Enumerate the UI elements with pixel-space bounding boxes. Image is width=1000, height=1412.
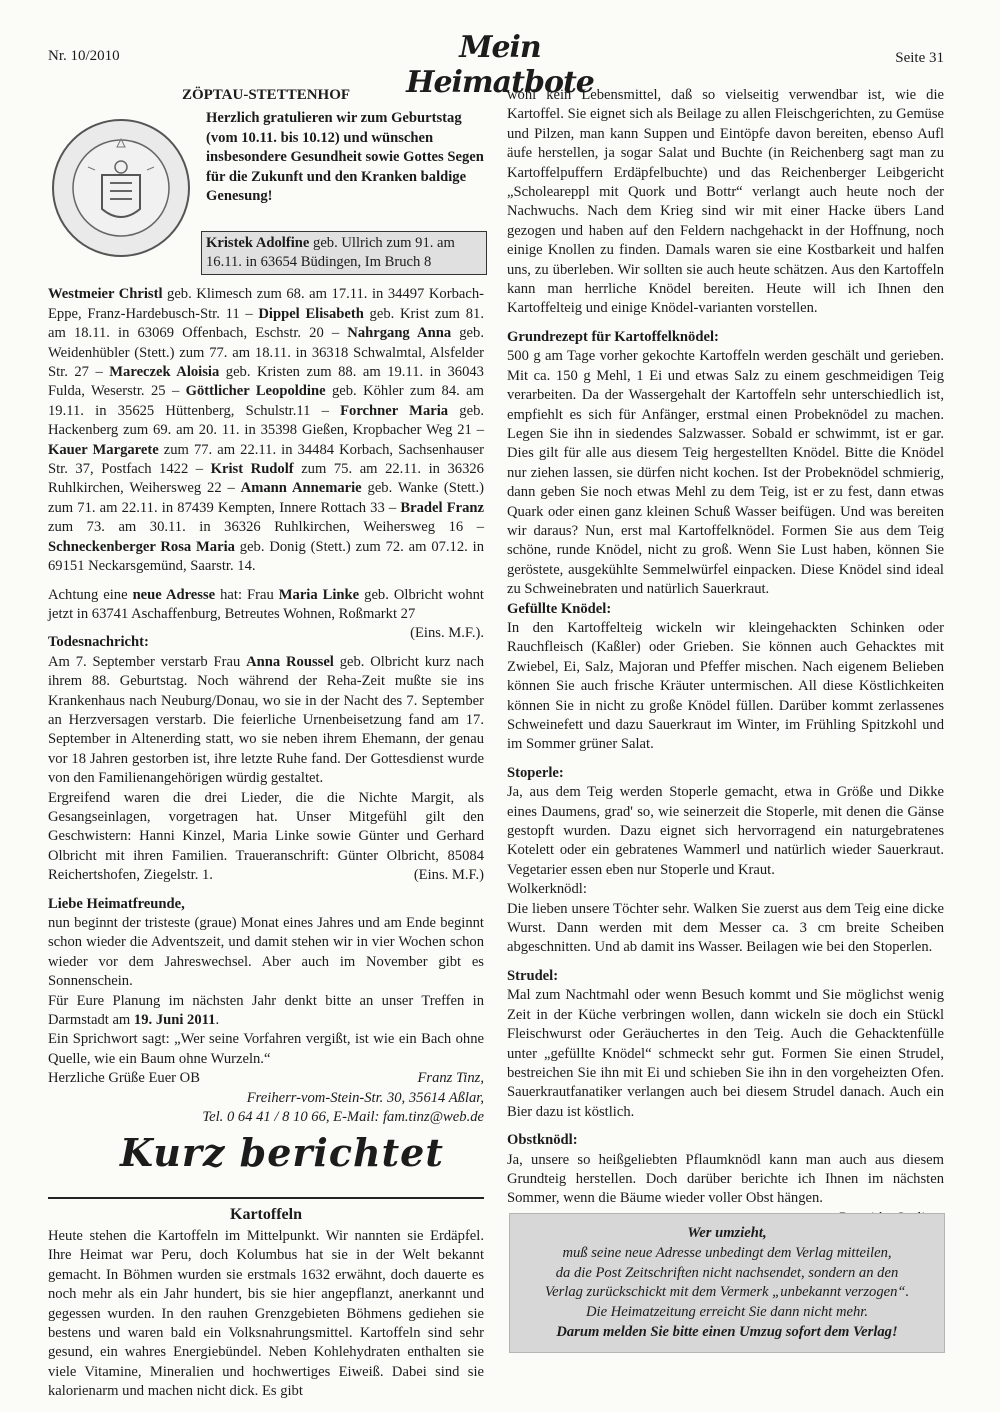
recipe-heading-wolker: Wolkerknödl: (507, 881, 587, 898)
recipe-obst: Ja, unsere so heißgeliebten Pflaumknödl kann man auch aus diesem Grundteig herstellen. Doch darüber berichte ich Ihnen im nächsten Sommer, wenn die Bäume wieder voller Obst hängen. (507, 1151, 944, 1207)
obituary-text-2: Ergreifend waren die drei Lieder, die die Nichte Margit, als Gesangseinlagen, vorgetragen hat. Unser Mitgefühl gilt den Geschwistern: Hanni Kinzel, Maria Linke sowie Günter und Gerhard Olbricht mit ihren Familien. Traueranschrift: Günter Olbricht, 85084 Reichertshofen, Ziegelstr. 1. (Eins. M.F.) (48, 789, 484, 886)
birthday-name: Bradel Franz (400, 499, 484, 516)
page-number: Seite 31 (895, 50, 944, 66)
recipe-filled: In den Kartoffelteig wickeln wir kleingehackten Schinken oder Rauchfleisch (Kaßler) oder Grieben. Sie können auch Gehacktes mit Zwiebel, Ei, Salz, Majoran und Pfeffer mischen. Nach eigenem Belieben können Sie auch frische Kräuter untermischen. All diese Köstlichkeiten können Sie in nicht zu große Knödel füllen. Darüber kommt zerlassenes Schweinefett und dazu Sauerkraut im Winter, im Frühling Spitzkohl und im Sommer grüner Salat. (507, 619, 944, 753)
birthday-name: Schneckenberger Rosa Maria (48, 538, 235, 555)
obituary-signature: (Eins. M.F.) (413, 867, 484, 884)
recipe-heading-basic: Grundrezept für Kartoffelknödel: (507, 328, 719, 345)
recipe-basic: 500 g am Tage vorher gekochte Kartoffeln werden geschält und gerieben. Mit ca. 150 g Mehl, 1 Ei und etwas Salz zu einem geschmeidigen Teig verarbeiten. Da der Wassergehalt der Kartoffeln sehr unterschiedlich ist, empfiehlt es sich für Anfänger, erstmal einen Probeknödel zu machen. Legen Sie ihn in siedendes Salzwasser. Sobald er schwimmt, ist er gar. Dies gilt für alle aus diesem Teig hergestellten Knödel. Bitte die Knödel nur ziehen lassen, sie dürfen nicht kochen. Ist der Probeknödel schmierig, dann geben Sie noch etwas Mehl zu dem Teig, ist er zu fest, dann etwas Quark oder einen ganz kleinen Schuß Wasser beifügen. Und was bereiten wir daraus? Nun, erst mal Kartoffelknödel. Formen Sie aus dem Teig schöne, runde Knödel, nicht zu groß. Wenn Sie Lust haben, können Sie geröstete, ausgekühlte Semmelwürfel einpacken. Diese Knödel sind ideal zu Schweinebraten und natürlich Sauerkraut. (507, 348, 944, 598)
birthday-details: geb. Kristen zum 88. am 19.11. in 36043 Fulda, Weserstr. 25 – (48, 364, 484, 400)
article-title: Kartoffeln (230, 1206, 302, 1224)
birthday-details: geb. Donig (Stett.) zum 72. am 07.12. in 69151 Neckarsgemünd, Saarstr. 14. (48, 538, 484, 575)
birthday-name: Nahrgang Anna (347, 325, 452, 342)
letter-paragraph-1: nun beginnt der tristeste (graue) Monat eines Jahres und am Ende beginnt schon wieder die Adventszeit, und damit stehen wir in vier Wochen schon wieder vor dem Jahreswechsel. Aber auch im November gibt es Sonnenschein. (48, 915, 484, 990)
recipe-heading-filled: Gefüllte Knödel: (507, 600, 612, 617)
recipe-heading-obst: Obstknödl: (507, 1132, 578, 1149)
birthday-details: zum 75. am 22.11. in 36326 Ruhlkirchen, Weihersweg 22 – (48, 461, 484, 497)
recipe-heading-stoperle: Stoperle: (507, 764, 564, 781)
letter-paragraph-3: Ein Sprichwort sagt: „Wer seine Vorfahren vergißt, ist wie ein Bach ohne Quelle, wie ein Baum ohne Wurzeln.“ (48, 1031, 484, 1067)
birthday-header (48, 109, 484, 285)
birthday-details: zum 73. am 30.11. in 36326 Ruhlkirchen, Weihersweg 16 – (48, 519, 484, 536)
birthday-name: Kauer Margarete (48, 441, 159, 458)
highlight-details: geb. Ullrich zum 91. am 16.11. in 63654 Büdingen, Im Bruch 8 (206, 235, 455, 271)
letter-paragraph-2: Für Eure Planung im nächsten Jahr denkt bitte an unser Treffen in Darmstadt am 19. Juni 2011. (48, 992, 484, 1029)
birthday-name: Mareczek Aloisia (109, 364, 220, 381)
birthday-details: geb. Köhler zum 84. am 19.11. in 35625 Hüttenberg, Schulstr.11 – (48, 383, 484, 419)
article-continuation: wohl kein Lebensmittel, daß so vielseitig verwendbar ist, wie die Kartoffel. Sie eignet sich als Beilage zu allen Fleischgerichten, zu Gemüse und Pilzen, man kann Suppen und Eintöpfe davon bereiten, ebenso Aufl äufe herstellen, ja sogar Salat und Buchte (in Reichenberg sagt man zu Kartoffelpuffern Erdäpfelbuchte) und das Reichenberger Leibgericht „Scholeareppl mit Quork und Bottr“ verlangt auch heute noch der Nachwuchs. Nach dem Krieg sind wir mit einer Hacke übers Land gezogen und haben auf den Feldern nachgehackt in der Hoffnung, noch einige Knollen zu finden. Damals waren sie eine Kostbarkeit und halfen uns, zu überleben. Wir sollten sie auch heute schätzen. Aus den Kartoffeln kann man herrliche Knödel bereiten. Heute will ich Ihnen den Kartoffelteig und einige Knödel-varianten vorstellen. (507, 87, 944, 317)
obituary-text: Am 7. September verstarb Frau Anna Roussel geb. Olbricht kurz nach ihrem 88. Geburtstag. Noch während der Reha-Zeit mußte sie ins Krankenhaus nach Neuburg/Donau, wo sie in der Nacht des 7. September an Herzversagen verstarb. Die feierliche Urnenbeisetzung fand am 17. September in Altenerding statt, wo sie neben ihrem Ehemann, der genau vor 18 Jahren gestorben ist, ihre letzte Ruhe fand. Der Gottesdienst wurde von den Familienangehörigen würdig gestaltet. (48, 653, 485, 787)
birthday-details: geb. Wanke (Stett.) zum 71. am 22.11. in 87439 Kempten, Innere Rottach 33 – (48, 480, 484, 516)
letter-heading: Liebe Heimatfreunde, (48, 895, 185, 912)
birthday-name: Forchner Maria (340, 402, 449, 419)
article-intro: Heute stehen die Kartoffeln im Mittelpunkt. Wir nannten sie Erdäpfel. Ihre Heimat war Peru, doch Kolumbus hat sie in der Welt bekannt gemacht. In Böhmen wurden sie erstmals 1632 erwähnt, doch dauerte es noch mehr als ein Jahr hundert, bis sie hier angepflanzt, anerkannt und gegessen wurden. In den rauhen Grenzgebieten Böhmens gediehen sie bestens und waren bald ein Volksnahrungsmittel. Kartoffeln sind sehr gesund, ein wahres Energiebündel. Neben Kohlehydraten enthalten sie viele Vitamine, Mineralien und hochwertiges Eiweiß. Dabei sind sie kalorienarm und machen nicht dick. Es gibt (48, 1227, 484, 1400)
birthday-name: Krist Rudolf (210, 461, 294, 478)
notice-line-2: da die Post Zeitschriften nicht nachsendet, sondern an den (555, 1264, 899, 1281)
birthday-details: zum 77. am 22.11. in 34484 Korbach, Sachsenhauser Str. 37, Postfach 1422 – (48, 441, 485, 478)
recipe-stoperle: Ja, aus dem Teig werden Stoperle gemacht, etwa in Größe und Dikke eines Daumens, grad' so, wie seinerzeit die Stoperle, mit denen die Gänse gestopft wurden. Dazu eignet sich hervorragend ein naturgebratenes Kotelett oder ein gebratenes Wammerl und natürlich wieder Sauerkraut. Vegetarier essen eben nur Stoperle und Kraut. (507, 784, 944, 878)
birthday-title: ZÖPTAU-STETTENHOF (181, 87, 351, 103)
notice-line-1: muß seine neue Adresse unbedingt dem Verlag mitteilen, (562, 1244, 892, 1261)
birthday-details: geb. Hackenberg zum 69. am 20. 11. in 35398 Gießen, Kropbacher Weg 21 – (48, 402, 485, 439)
notice-title: Wer umzieht, (687, 1225, 767, 1241)
recipe-strudel: Mal zum Nachtmahl oder wenn Besuch kommt und Sie möglichst wenig Zeit in der Küche verbringen wollen, dann wickeln sie doch ein Stückl Fleischwurst oder Geräuchertes in den Teig. Auch die Gehacktenfülle unter „gefüllte Knödel“ schmeckt sehr gut. Formen Sie einen Strudel, bestreichen Sie ihn mit Ei und schieben Sie ihn in den vorgeheizten Ofen. Sauerkrautfanatiker verlangen auch bei diesem Strudel danach. Auch ein Bier dazu ist köstlich. (507, 987, 944, 1120)
kurz-berichtet-banner (48, 1130, 484, 1205)
right-column (507, 86, 944, 1228)
letter-contact: Tel. 0 64 41 / 8 10 66, E-Mail: fam.tinz@web.de (202, 1109, 484, 1126)
highlight-birthday-box (201, 231, 487, 275)
birthday-name: Westmeier Christl (48, 286, 163, 303)
masthead-title: Mein Heimatbote (406, 30, 594, 100)
address-signature: (Eins. M.F.). (410, 625, 484, 642)
birthday-details: geb. Klimesch zum 68. am 17.11. in 34497 Korbach-Eppe, Franz-Hardebusch-Str. 11 – (48, 286, 484, 322)
congratulations-text: Herzlich gratulieren wir zum Geburtstag (vom 10.11. bis 10.12) und wünschen insbesondere Gesundheit sowie Gottes Segen für die Zukunft und den Kranken baldige Genesung! (206, 110, 484, 205)
letter-greeting: Herzliche Grüße Euer OB Franz Tinz, (48, 1069, 484, 1088)
municipal-seal-icon (50, 117, 192, 259)
notice-line-4: Die Heimatzeitung erreicht Sie dann nicht mehr. (586, 1304, 868, 1321)
new-address-note: Achtung eine neue Adresse hat: Frau Maria Linke geb. Olbricht wohnt jetzt in 63741 Aschaffenburg, Betreutes Wohnen, Roßmarkt 27 (Eins. M.F.). (48, 586, 484, 625)
birthday-details: geb. Weidenhübler (Stett.) zum 77. am 18.11. in 36318 Schwalmtal, Alsfelder Str. 27 – (48, 325, 484, 381)
birthday-list (48, 285, 484, 576)
moving-notice-box (509, 1213, 945, 1353)
notice-line-5: Darum melden Sie bitte einen Umzug sofort dem Verlag! (556, 1323, 898, 1340)
banner-title: Kurz berichtet (120, 1130, 444, 1176)
birthday-name: Amann Annemarie (240, 480, 362, 497)
issue-number: Nr. 10/2010 (48, 48, 120, 64)
highlight-name: Kristek Adolfine (206, 235, 310, 252)
birthday-name: Göttlicher Leopoldine (185, 383, 326, 400)
letter-address: Freiherr-vom-Stein-Str. 30, 35614 Aßlar, (246, 1089, 484, 1106)
recipe-wolker: Die lieben unsere Töchter sehr. Walken Sie zuerst aus dem Teig eine dicke Wurst. Dann werden mit dem Messer ca. 3 cm breite Scheiben abgeschnitten. Und ab damit ins Wasser. Beilagen wie bei den Stoperlen. (507, 900, 944, 956)
left-column (48, 86, 484, 1402)
letter-author-name: Franz Tinz, (417, 1070, 484, 1087)
recipe-heading-strudel: Strudel: (507, 967, 559, 984)
notice-line-3: Verlag zurückschickt mit dem Vermerk „unbekannt verzogen“. (544, 1284, 910, 1301)
birthday-details: geb. Krist zum 81. am 18.11. in 63069 Offenbach, Eschstr. 20 – (48, 305, 484, 342)
obituary-heading: Todesnachricht: (48, 634, 149, 651)
birthday-name: Dippel Elisabeth (258, 305, 364, 322)
